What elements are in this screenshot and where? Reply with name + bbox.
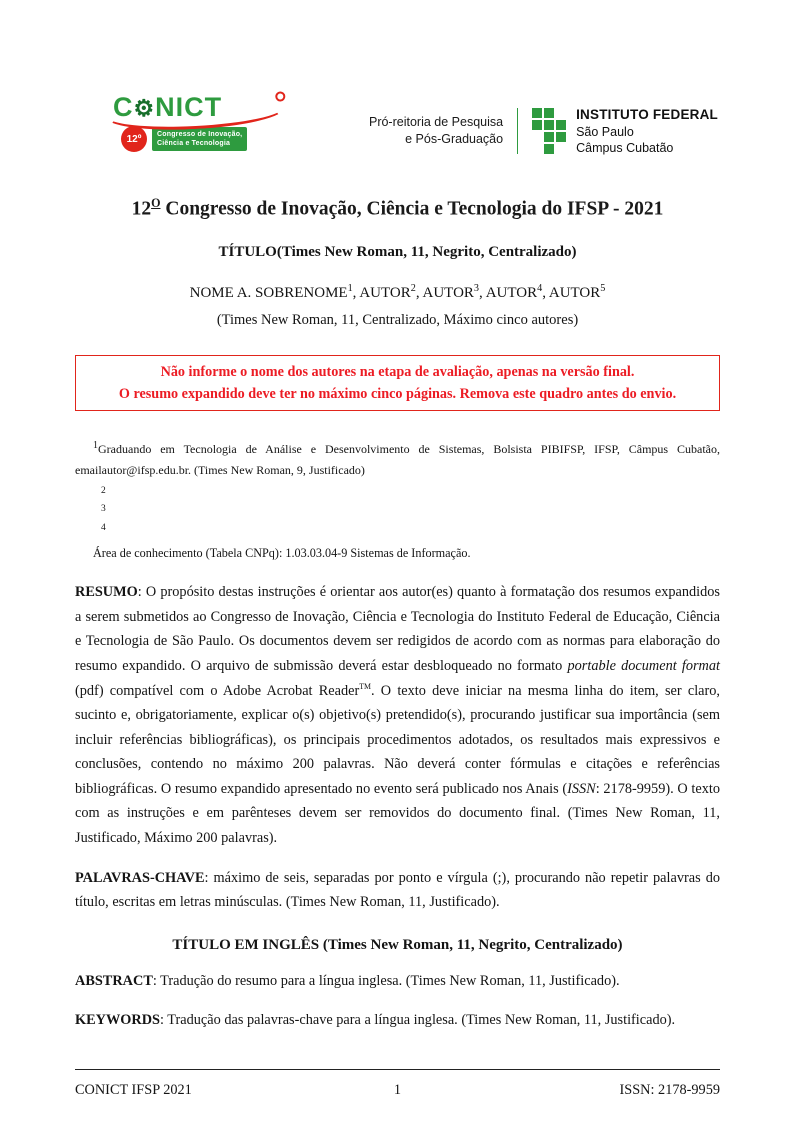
conict-letters-nict: NICT (155, 92, 223, 122)
abstract-text: : Tradução do resumo para a língua inglesa. (Times New Roman, 11, Justificado). (152, 972, 620, 989)
title-number: 12 (131, 198, 152, 220)
author-name: NOME A. SOBRENOME (189, 284, 348, 301)
footnote-1-text: Graduando em Tecnologia de Análise e Desenvolvimento de Sistemas, Bolsista PIBIFSP, IFSP, Câmpus Cubatão, emailautor@ifsp.edu.br. (Times New Roman, 9, Justificado) (75, 441, 720, 478)
author-sup: 2 (410, 282, 416, 294)
resumo-label: RESUMO (75, 584, 138, 601)
proreitoria-text (369, 114, 503, 149)
ifsp-campus: Câmpus Cubatão (576, 140, 674, 155)
warning-line2: O resumo expandido deve ter no máximo cinco páginas. Remova este quadro antes do envio. (118, 385, 677, 402)
author-name: , AUTOR (479, 284, 538, 301)
proreitoria-line1: Pró-reitoria de Pesquisa (368, 114, 504, 129)
footnote-1 (75, 437, 720, 482)
conict-edition-number: 12º (126, 133, 142, 145)
warning-line1: Não informe o nome dos autores na etapa de avaliação, apenas na versão final. (160, 363, 635, 380)
ifsp-name: INSTITUTO FEDERAL (576, 107, 718, 122)
title-ordinal: O (151, 196, 161, 210)
resumo-paragraph (75, 580, 720, 850)
page-footer (75, 1069, 720, 1099)
conict-letter-c: C (113, 92, 134, 122)
footnote-4-marker: 4 (101, 522, 106, 533)
author-sup: 1 (347, 282, 353, 294)
conict-tagline (152, 127, 247, 152)
resumo-text: . O texto deve iniciar na mesma linha do item, ser claro, sucinto e, obrigatoriamente, explicar o(s) objetivo(s) pretendido(s), procurando justificar sua importância (sem incluir referências bibliográficas), os principais procedimentos adotados, os resultados mais expressivos e conclusões, contendo no máximo 200 palavras. Não deverá conter fórmulas e citações e referências bibliográficas. O resumo expandido apresentado no evento será publicado nos Anais ( (75, 682, 721, 797)
footer-row (75, 1082, 720, 1099)
palavras-chave-label: PALAVRAS-CHAVE (75, 869, 205, 886)
palavras-chave-text: : máximo de seis, separadas por ponto e vírgula (;), procurando não repetir palavras do título, escritas em letras minúsculas. (Times New Roman, 11, Justificado). (75, 869, 720, 911)
footer-event-name: CONICT IFSP 2021 (75, 1082, 192, 1098)
author-name: , AUTOR (542, 284, 601, 301)
footnote-3-marker: 3 (101, 504, 106, 515)
author-name: , AUTOR (415, 284, 474, 301)
gear-icon: ⚙ (133, 95, 156, 121)
conict-wordmark (113, 94, 289, 121)
resumo-text: : 2178-9959). O texto com as instruções e em parênteses devem ser removidos do documento final. (Times New Roman, 11, Justificado, Máximo 200 palavras). (75, 780, 720, 846)
author-sup: 3 (473, 282, 480, 294)
footnote-2-marker: 2 (101, 485, 106, 496)
conict-tagline-line1: Congresso de Inovação, (157, 130, 243, 138)
ifsp-logo-text (576, 106, 718, 156)
keywords-paragraph (75, 1008, 720, 1033)
authors-format-note: (Times New Roman, 11, Centralizado, Máximo cinco autores) (216, 311, 579, 328)
footnote-1-marker: 1 (93, 439, 98, 451)
conict-logo (113, 94, 289, 152)
page-number: 1 (393, 1082, 402, 1098)
conict-tagline-line2: Ciência e Tecnologia (157, 140, 231, 147)
palavras-chave-paragraph (75, 866, 720, 915)
header-right-group (369, 106, 718, 156)
warning-box (75, 355, 720, 411)
footnotes-section (75, 437, 720, 566)
author-sup: 4 (537, 282, 543, 294)
resumo-text: (pdf) compatível com o Adobe Acrobat Reader (75, 682, 360, 699)
abstract-paragraph (75, 969, 720, 994)
header-divider (517, 108, 518, 154)
footer-rule (75, 1069, 720, 1070)
author-name: , AUTOR (352, 284, 411, 301)
article-title-placeholder: TÍTULO(Times New Roman, 11, Negrito, Centralizado) (218, 243, 577, 260)
ifsp-logo (532, 106, 718, 156)
conict-logo-bottom (121, 126, 289, 152)
authors-line (75, 283, 720, 302)
english-title-heading: TÍTULO EM INGLÊS (Times New Roman, 11, Negrito, Centralizado) (172, 936, 623, 953)
title-text: Congresso de Inovação, Ciência e Tecnologia do IFSP - 2021 (160, 198, 664, 220)
resumo-issn-label: ISSN (567, 780, 596, 797)
conict-edition-badge (121, 126, 147, 152)
trademark-symbol: TM (359, 681, 371, 691)
abstract-label: ABSTRACT (75, 972, 153, 989)
if-logo-icon (532, 108, 566, 154)
author-sup: 5 (600, 282, 606, 294)
knowledge-area-line: Área de conhecimento (Tabela CNPq): 1.03.03.04-9 Sistemas de Informação. (93, 546, 471, 561)
page-header (75, 94, 720, 168)
footer-issn: ISSN: 2178-9959 (619, 1082, 720, 1098)
resumo-text: : O propósito destas instruções é orientar aos autor(es) quanto à formatação dos resumos expandidos a serem submetidos ao Congresso de Inovação, Ciência e Tecnologia do Instituto Federal de Educação, Ciência e Tecnologia de São Paulo. Os documentos devem ser redigidos de acordo com as normas para elaboração do resumo expandido. O arquivo de submissão deverá estar desbloqueado no formato (75, 584, 720, 674)
proreitoria-line2: e Pós-Graduação (405, 132, 504, 147)
keywords-label: KEYWORDS (75, 1012, 160, 1029)
ifsp-state: São Paulo (576, 124, 634, 139)
resumo-italic-term: portable document format (567, 657, 720, 674)
page-title (75, 196, 720, 221)
keywords-text: : Tradução das palavras-chave para a língua inglesa. (Times New Roman, 11, Justificado). (160, 1012, 676, 1029)
